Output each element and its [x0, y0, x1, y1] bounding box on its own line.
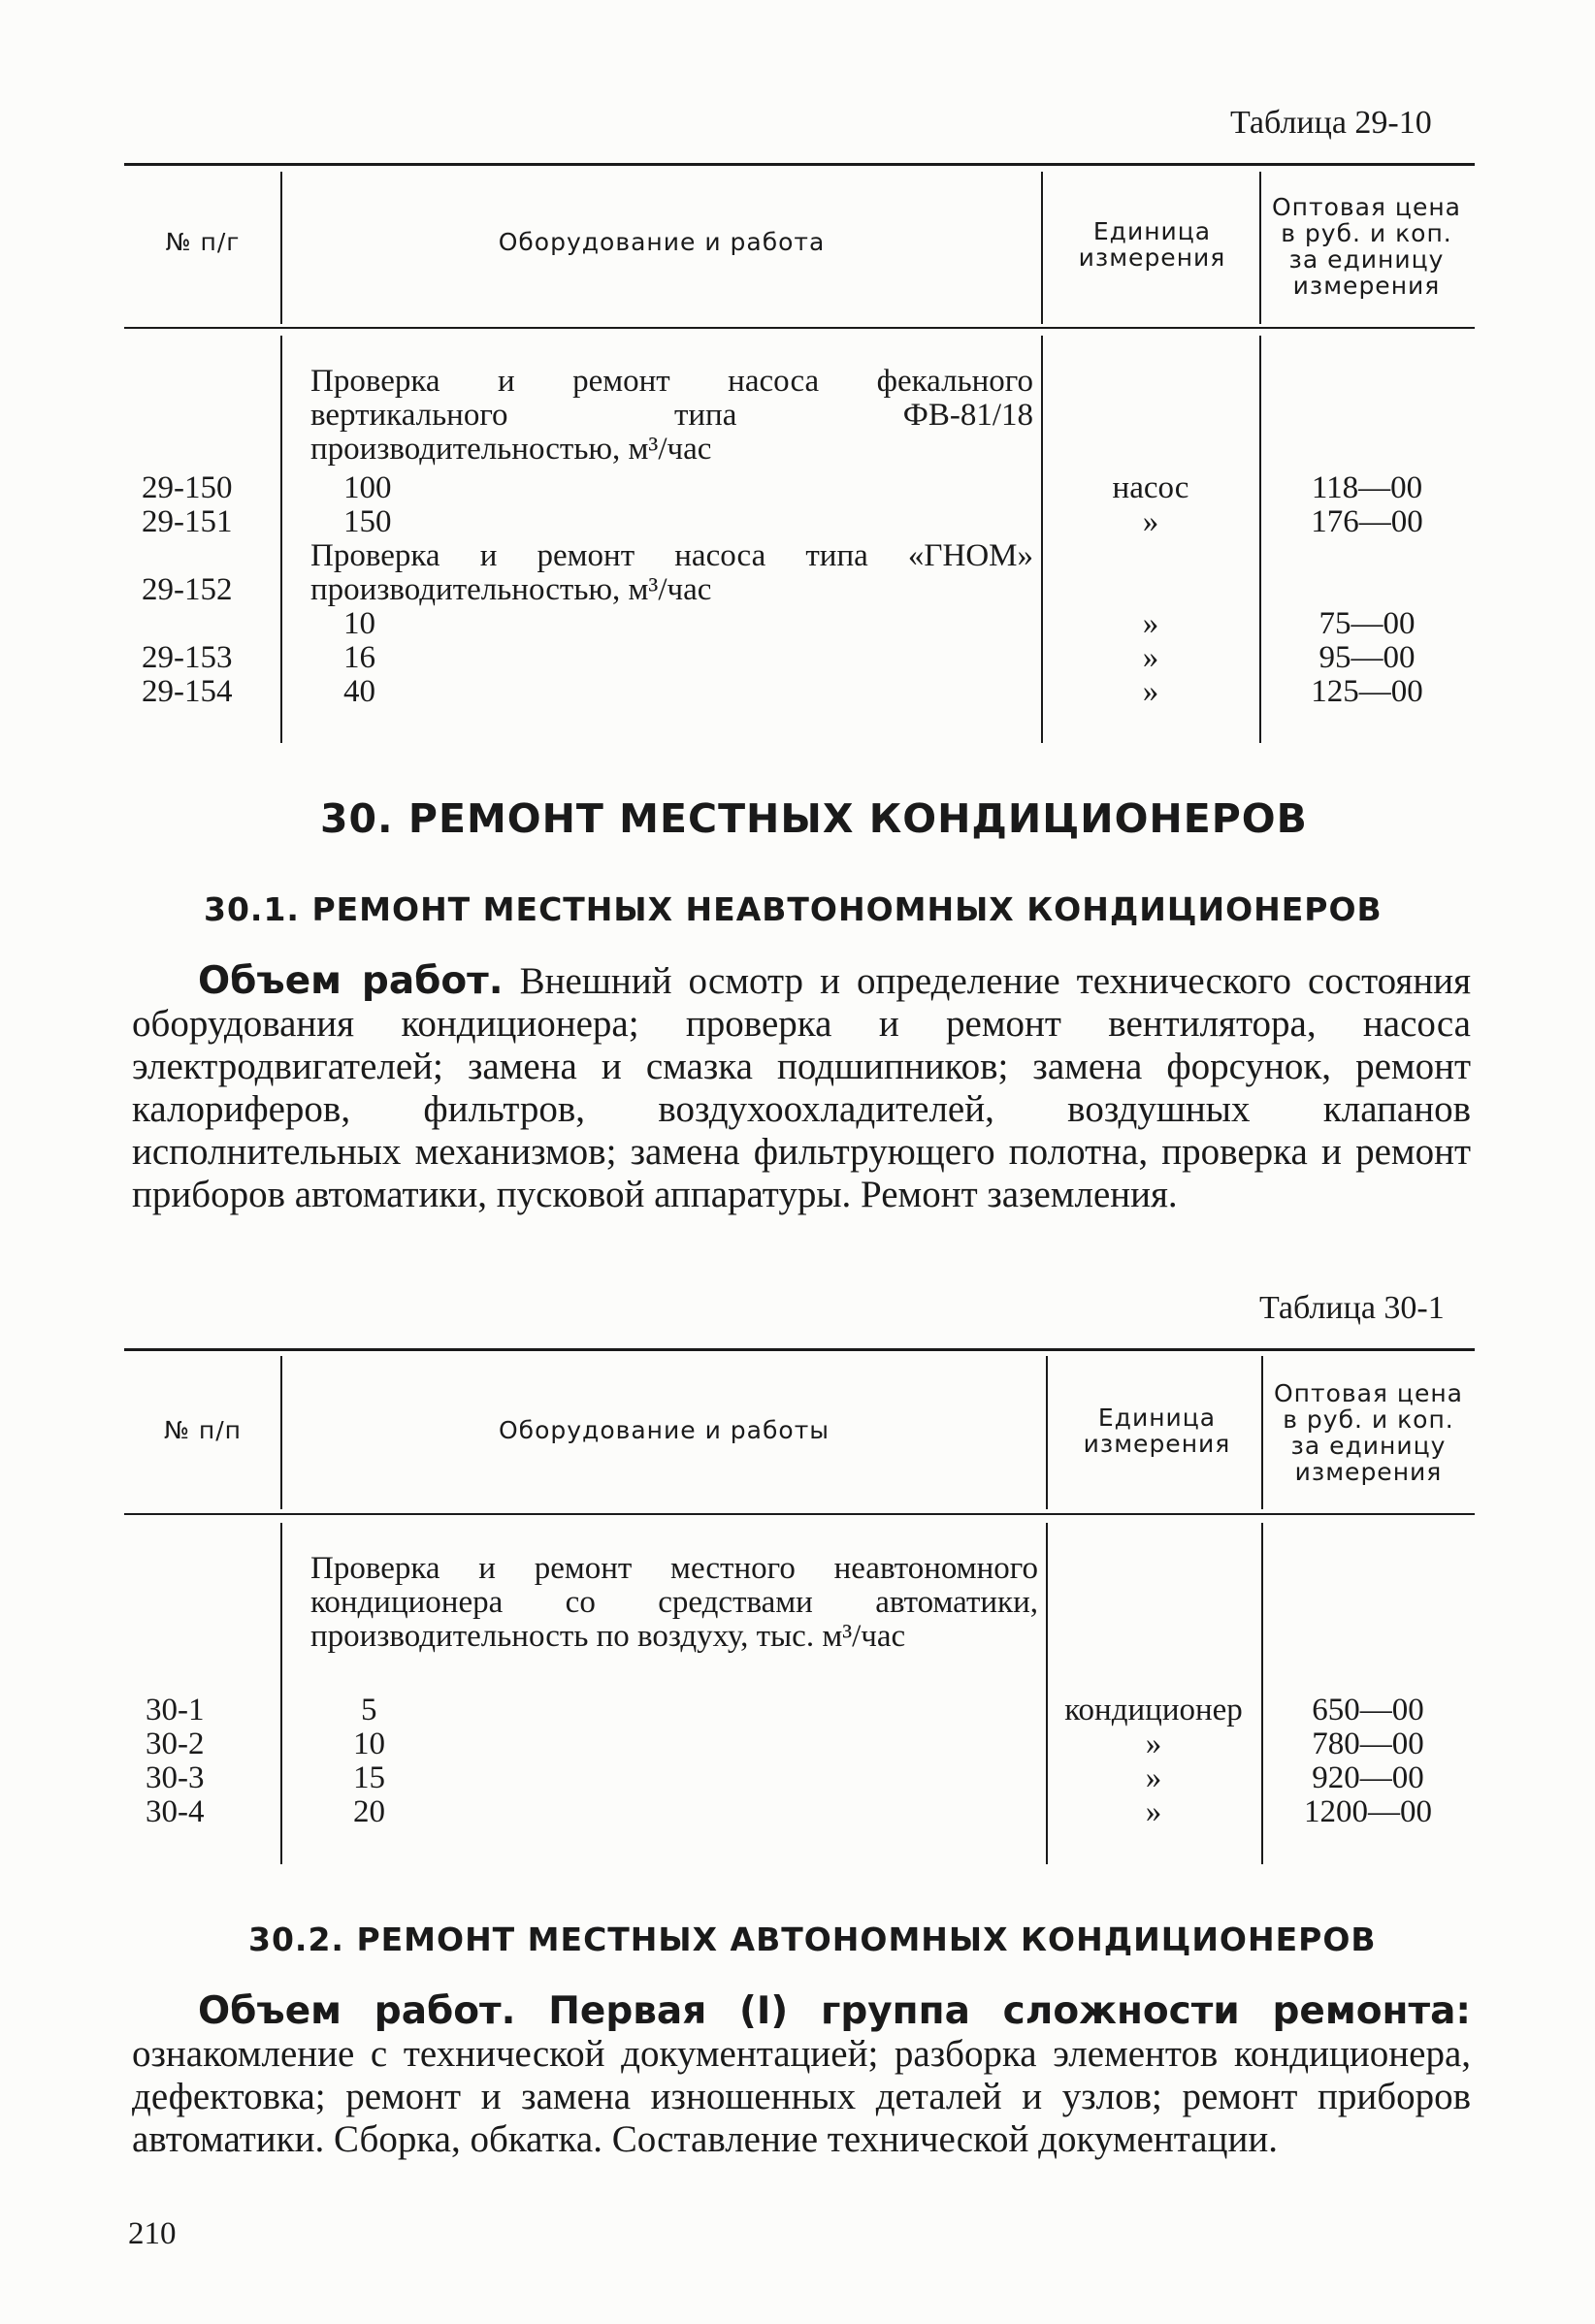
row-num: 30-2	[146, 1727, 205, 1761]
group-title: Проверка и ремонт насоса фекального вертикального типа ФВ-81/18 производительностью, м³/час	[310, 364, 1033, 467]
col-header-num: № п/г	[165, 228, 241, 256]
row-unit: насос	[1112, 470, 1189, 505]
page-number: 210	[128, 2216, 177, 2251]
row-unit: »	[1142, 674, 1159, 709]
col-header-unit: Единица измерения	[1083, 1404, 1231, 1458]
paragraph-scope	[132, 960, 1471, 1216]
row-price: 125—00	[1311, 674, 1423, 709]
row-price: 780—00	[1312, 1727, 1424, 1761]
group-title: Проверка и ремонт местного неавтономного кондиционера со средствами автоматики, производительность по воздуху, тыс. м³/час	[310, 1551, 1038, 1654]
col-header-unit: Единица измерения	[1078, 217, 1226, 272]
row-unit: »	[1145, 1794, 1162, 1829]
section-title: 30. РЕМОНТ МЕСТНЫХ КОНДИЦИОНЕРОВ	[320, 795, 1308, 842]
col-header-equipment: Оборудование и работа	[498, 228, 826, 256]
table-caption: Таблица 29-10	[1230, 105, 1432, 141]
row-num: 29-154	[142, 674, 233, 709]
row-value: 10	[343, 606, 375, 641]
paragraph-scope	[132, 1990, 1471, 2161]
paragraph-lead: Объем работ. Первая (I) группа сложности ремонта:	[198, 1989, 1471, 2033]
row-unit: »	[1142, 606, 1159, 641]
row-price: 1200—00	[1304, 1794, 1432, 1829]
row-unit: »	[1142, 504, 1159, 539]
row-price: 920—00	[1312, 1760, 1424, 1795]
row-price: 650—00	[1312, 1693, 1424, 1727]
row-value: 5	[361, 1693, 377, 1727]
row-unit: кондиционер	[1064, 1693, 1243, 1727]
table-caption: Таблица 30-1	[1259, 1290, 1445, 1326]
group-title: Проверка и ремонт насоса типа «ГНОМ» производительностью, м³/час	[310, 538, 1033, 607]
row-value: 20	[353, 1794, 385, 1829]
col-header-num: № п/п	[163, 1416, 243, 1444]
row-num: 30-4	[146, 1794, 205, 1829]
row-num: 30-1	[146, 1693, 205, 1727]
paragraph-text: ознакомление с технической документацией; разборка элементов кондиционера, дефектовка; ремонт и замена изношенных деталей и узлов; ремонт приборов автоматики. Сборка, обкатка. Составление технической документации.	[132, 2033, 1471, 2160]
row-price: 95—00	[1318, 640, 1416, 675]
row-value: 150	[343, 504, 392, 539]
row-unit: »	[1142, 640, 1159, 675]
col-header-price: Оптовая цена в руб. и коп. за единицу измерения	[1272, 193, 1461, 300]
row-value: 16	[343, 640, 375, 675]
row-num: 29-153	[142, 640, 233, 675]
row-price: 75—00	[1318, 606, 1416, 641]
row-value: 40	[343, 674, 375, 709]
row-unit: »	[1145, 1760, 1162, 1795]
row-num: 29-152	[142, 572, 233, 607]
row-value: 15	[353, 1760, 385, 1795]
col-header-equipment: Оборудование и работы	[498, 1416, 830, 1444]
paragraph-text: Внешний осмотр и определение технического состояния оборудования кондиционера; проверка и ремонт вентилятора, насоса электродвигателей; замена и смазка подшипников; замена форсунок, ремонт калориферов, фильтров, воздухоохладителей, воздушных клапанов исполнительных механизмов; замена фильтрующего полотна, проверка и ремонт приборов автоматики, пусковой аппаратуры. Ремонт заземления.	[132, 960, 1472, 1215]
subsection-title: 30.2. РЕМОНТ МЕСТНЫХ АВТОНОМНЫХ КОНДИЦИОНЕРОВ	[248, 1921, 1377, 1958]
col-header-price: Оптовая цена в руб. и коп. за единицу измерения	[1274, 1379, 1463, 1486]
row-unit: »	[1145, 1727, 1162, 1761]
row-price: 118—00	[1311, 470, 1423, 505]
row-value: 100	[343, 470, 392, 505]
row-num: 29-151	[142, 504, 233, 539]
paragraph-lead: Объем работ.	[198, 959, 504, 1003]
row-value: 10	[353, 1727, 385, 1761]
subsection-title: 30.1. РЕМОНТ МЕСТНЫХ НЕАВТОНОМНЫХ КОНДИЦИОНЕРОВ	[204, 890, 1383, 928]
row-price: 176—00	[1311, 504, 1423, 539]
row-num: 29-150	[142, 470, 233, 505]
row-num: 30-3	[146, 1760, 205, 1795]
